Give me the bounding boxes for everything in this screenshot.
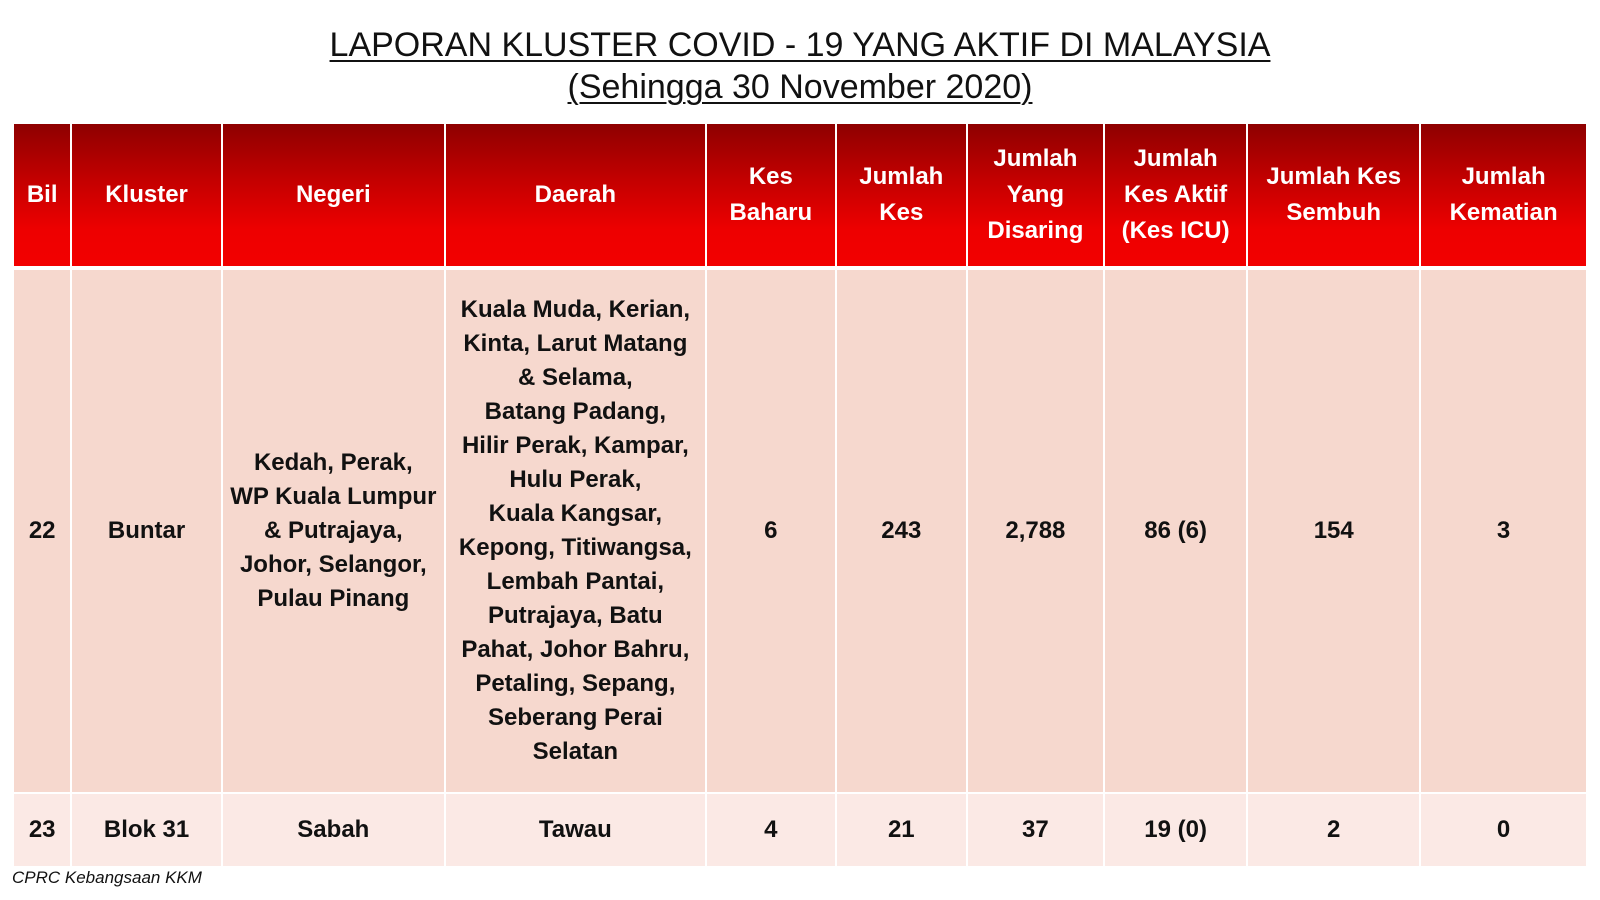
header-bil — [14, 124, 72, 270]
daerah-line: Tawau — [538, 816, 612, 843]
negeri-line: WP Kuala Lumpur — [230, 483, 437, 510]
header-kes-aktif-line: Jumlah — [1133, 145, 1218, 172]
cell-negeri — [223, 794, 446, 866]
table-row — [14, 270, 1586, 794]
cell-kluster: Blok 31 — [72, 794, 222, 866]
cell-kes-aktif: 19 (0) — [1105, 794, 1248, 866]
cell-kluster: Buntar — [72, 270, 222, 794]
daerah-line: Seberang Perai — [487, 704, 663, 731]
header-jumlah-disaring-line: Disaring — [987, 217, 1084, 244]
negeri-line: & Putrajaya, — [263, 517, 403, 544]
header-jumlah-kes-line: Jumlah — [859, 163, 944, 190]
report-title: LAPORAN KLUSTER COVID - 19 YANG AKTIF DI MALAYSIA — [329, 26, 1271, 64]
header-daerah-label: Daerah — [534, 181, 617, 208]
header-daerah — [446, 124, 707, 270]
header-kes-baharu-line: Baharu — [729, 199, 813, 226]
header-negeri-label: Negeri — [295, 181, 371, 208]
daerah-line: Kinta, Larut Matang — [463, 330, 688, 357]
table-header-row — [14, 124, 1586, 270]
table-row — [14, 794, 1586, 866]
header-jumlah-disaring-line: Jumlah — [993, 145, 1078, 172]
cell-kematian: 3 — [1421, 270, 1586, 794]
cell-jumlah-kes: 243 — [837, 270, 968, 794]
header-kes-baharu-line: Kes — [748, 163, 793, 190]
cell-bil: 22 — [14, 270, 72, 794]
report-title-block — [0, 24, 1600, 108]
header-jumlah-disaring — [968, 124, 1105, 270]
cell-kematian: 0 — [1421, 794, 1586, 866]
cell-kes-baharu: 4 — [707, 794, 837, 866]
daerah-line: Hulu Perak, — [509, 466, 642, 493]
daerah-line: & Selama, — [517, 364, 633, 391]
daerah-line: Selatan — [532, 738, 619, 765]
header-kes-baharu — [707, 124, 837, 270]
cell-kes-aktif: 86 (6) — [1105, 270, 1248, 794]
header-kematian — [1421, 124, 1586, 270]
cell-daerah — [446, 270, 707, 794]
header-jumlah-kes-line: Kes — [879, 199, 924, 226]
daerah-line: Lembah Pantai, — [486, 568, 665, 595]
header-negeri — [223, 124, 446, 270]
daerah-line: Kuala Muda, Kerian, — [460, 296, 691, 323]
header-kes-sembuh-line: Jumlah Kes — [1266, 163, 1402, 190]
source-footnote: CPRC Kebangsaan KKM — [12, 868, 202, 887]
cell-kes-sembuh: 2 — [1248, 794, 1421, 866]
negeri-line: Johor, Selangor, — [239, 551, 427, 578]
cell-jumlah-disaring: 37 — [968, 794, 1105, 866]
negeri-line: Sabah — [297, 816, 370, 843]
cluster-table — [14, 124, 1586, 866]
cell-kes-sembuh: 154 — [1248, 270, 1421, 794]
cell-bil: 23 — [14, 794, 72, 866]
cell-kes-baharu: 6 — [707, 270, 837, 794]
header-kluster — [72, 124, 222, 270]
cell-daerah — [446, 794, 707, 866]
header-kes-aktif-line: (Kes ICU) — [1121, 217, 1230, 244]
report-date-subtitle: (Sehingga 30 November 2020) — [567, 68, 1033, 106]
header-kes-aktif-line: Kes Aktif — [1124, 181, 1228, 208]
daerah-line: Petaling, Sepang, — [475, 670, 676, 697]
daerah-line: Putrajaya, Batu — [487, 602, 663, 629]
daerah-line: Batang Padang, — [484, 398, 667, 425]
header-kes-sembuh — [1248, 124, 1421, 270]
header-bil-label: Bil — [26, 181, 58, 208]
header-kematian-line: Jumlah — [1461, 163, 1546, 190]
header-kes-sembuh-line: Sembuh — [1286, 199, 1382, 226]
header-kluster-label: Kluster — [105, 181, 188, 208]
cell-negeri — [223, 270, 446, 794]
negeri-line: Kedah, Perak, — [253, 449, 413, 476]
daerah-line: Kuala Kangsar, — [488, 500, 663, 527]
daerah-line: Pahat, Johor Bahru, — [461, 636, 690, 663]
cell-jumlah-disaring: 2,788 — [968, 270, 1105, 794]
header-jumlah-kes — [837, 124, 968, 270]
header-kes-aktif — [1105, 124, 1248, 270]
daerah-line: Kepong, Titiwangsa, — [458, 534, 692, 561]
header-jumlah-disaring-line: Yang — [1006, 181, 1065, 208]
cell-jumlah-kes: 21 — [837, 794, 968, 866]
daerah-line: Hilir Perak, Kampar, — [461, 432, 689, 459]
negeri-line: Pulau Pinang — [257, 585, 410, 612]
header-kematian-line: Kematian — [1449, 199, 1558, 226]
